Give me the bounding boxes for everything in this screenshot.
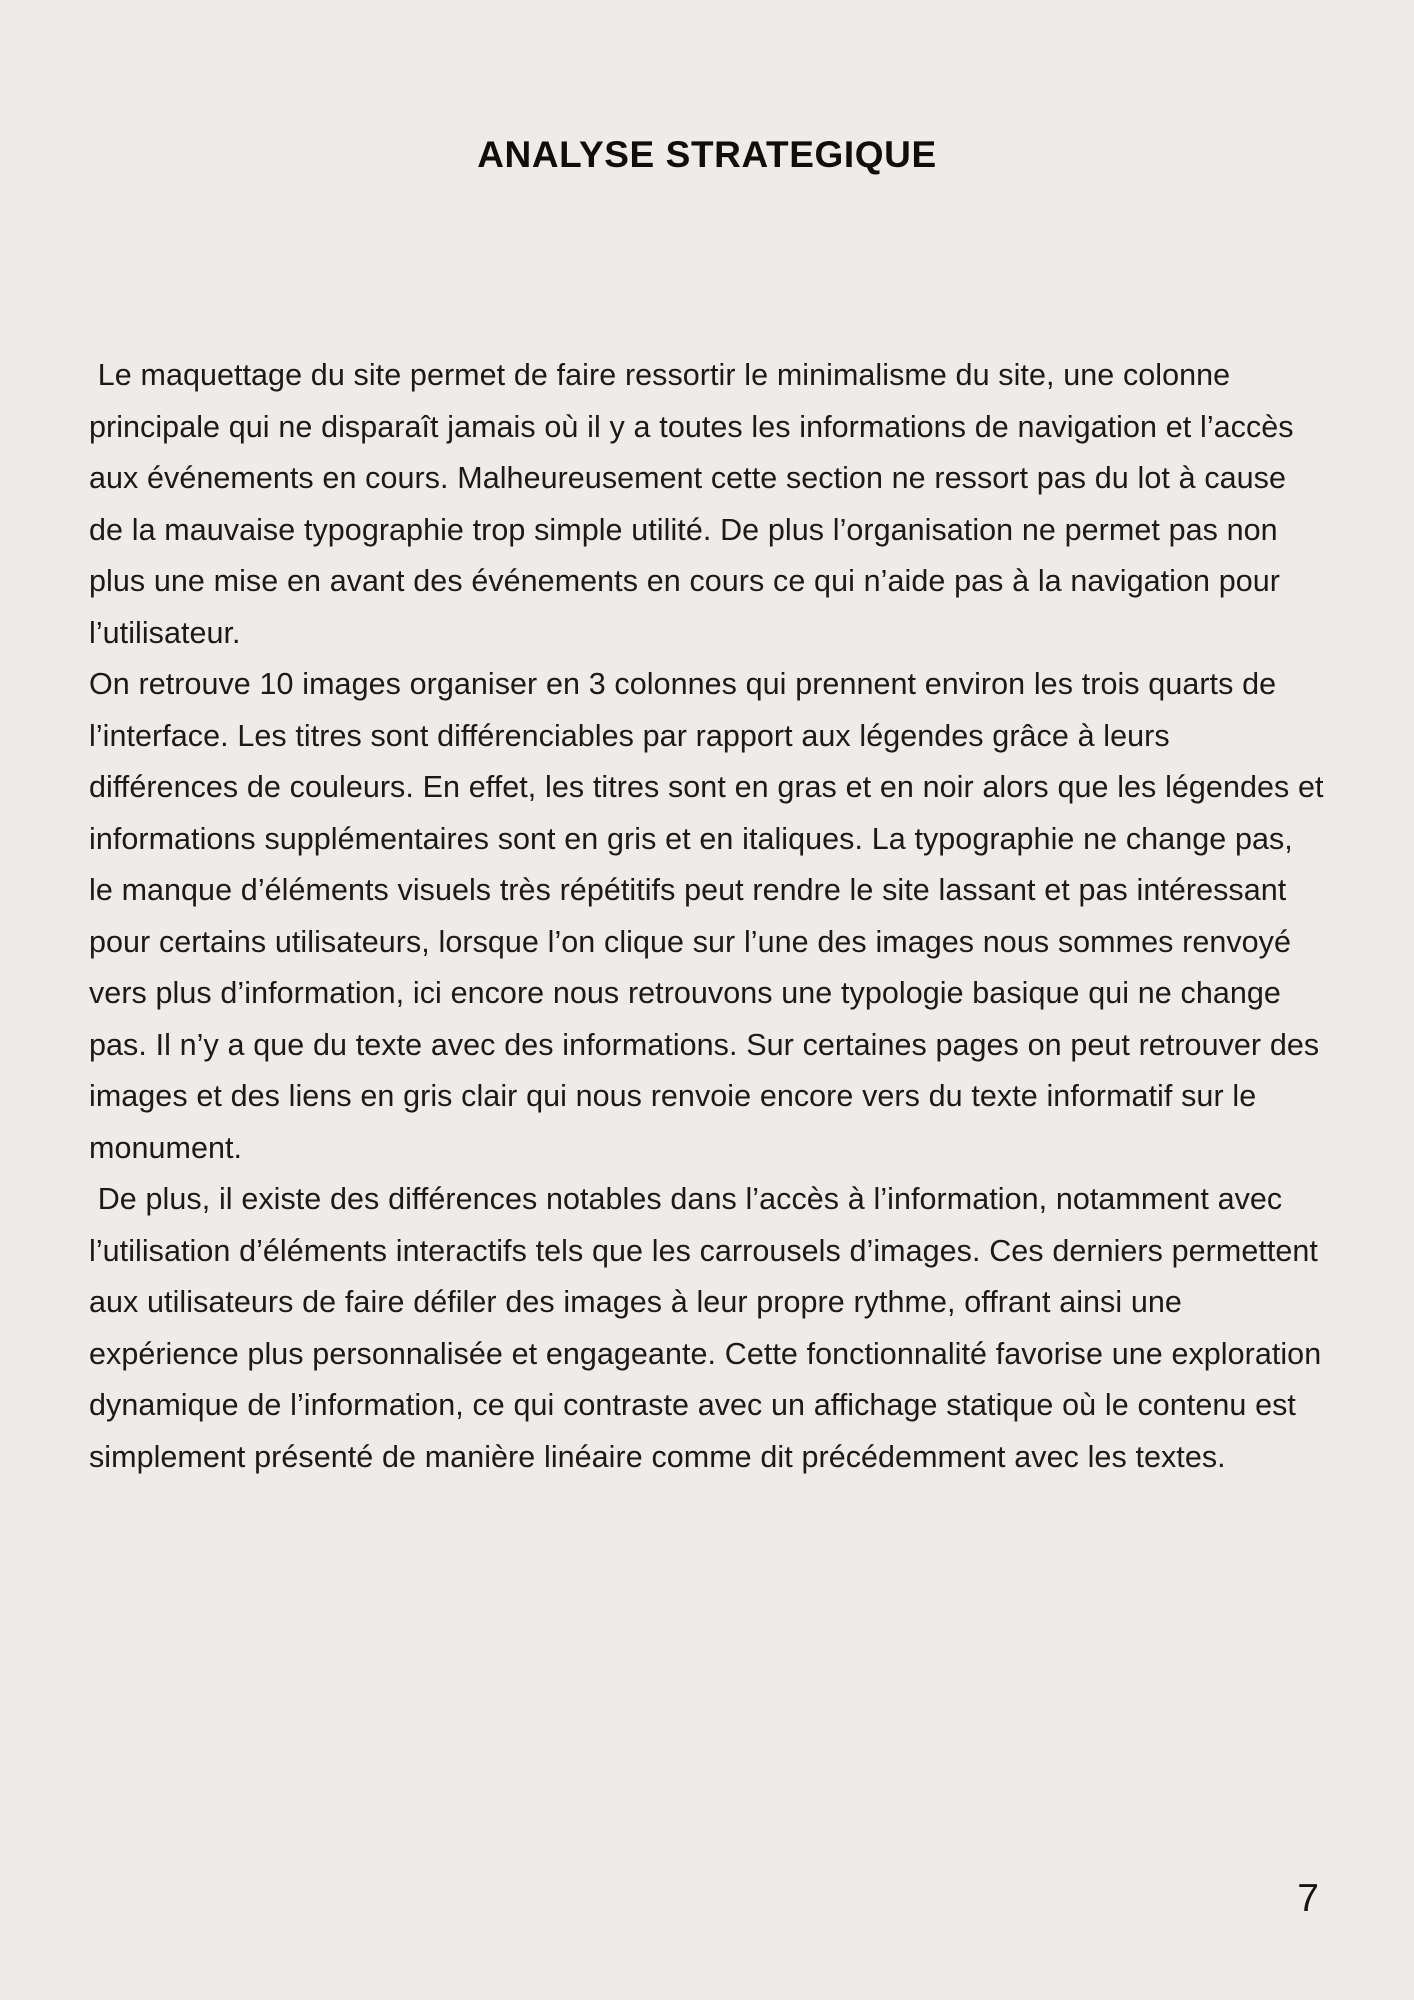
body-text-block — [89, 350, 1333, 1483]
page-number: 7 — [1297, 1877, 1319, 1920]
paragraph-carrousels: De plus, il existe des différences notables dans l’accès à l’information, notamment avec l’utilisation d’éléments interactifs tels que les carrousels d’images. Ces derniers permettent aux utilisateurs de faire défiler des images à leur propre rythme, offrant ainsi une expérience plus personnalisée et engageante. Cette fonctionnalité favorise une exploration dynamique de l’information, ce qui contraste avec un affichage statique où le contenu est simplement présenté de manière linéaire comme dit précédemment avec les textes. — [89, 1182, 1330, 1474]
paragraph-maquettage: Le maquettage du site permet de faire ressortir le minimalisme du site, une colonne principale qui ne disparaît jamais où il y a toutes les informations de navigation et l’accès aux événements en cours. Malheureusement cette section ne ressort pas du lot à cause de la mauvaise typographie trop simple utilité. De plus l’organisation ne permet pas non plus une mise en avant des événements en cours ce qui n’aide pas à la navigation pour l’utilisateur. — [89, 358, 1303, 650]
page-title: ANALYSE STRATEGIQUE — [477, 133, 937, 175]
paragraph-images-colonnes: On retrouve 10 images organiser en 3 colonnes qui prennent environ les trois quarts de l’interface. Les titres sont différenciables par rapport aux légendes grâce à leurs différences de couleurs. En effet, les titres sont en gras et en noir alors que les légendes et informations supplémentaires sont en gris et en italiques. La typographie ne change pas, le manque d’éléments visuels très répétitifs peut rendre le site lassant et pas intéressant pour certains utilisateurs, lorsque l’on clique sur l’une des images nous sommes renvoyé vers plus d’information, ici encore nous retrouvons une typologie basique qui ne change pas. Il n’y a que du texte avec des informations. Sur certaines pages on peut retrouver des images et des liens en gris clair qui nous renvoie encore vers du texte informatif sur le monument. — [89, 667, 1333, 1165]
